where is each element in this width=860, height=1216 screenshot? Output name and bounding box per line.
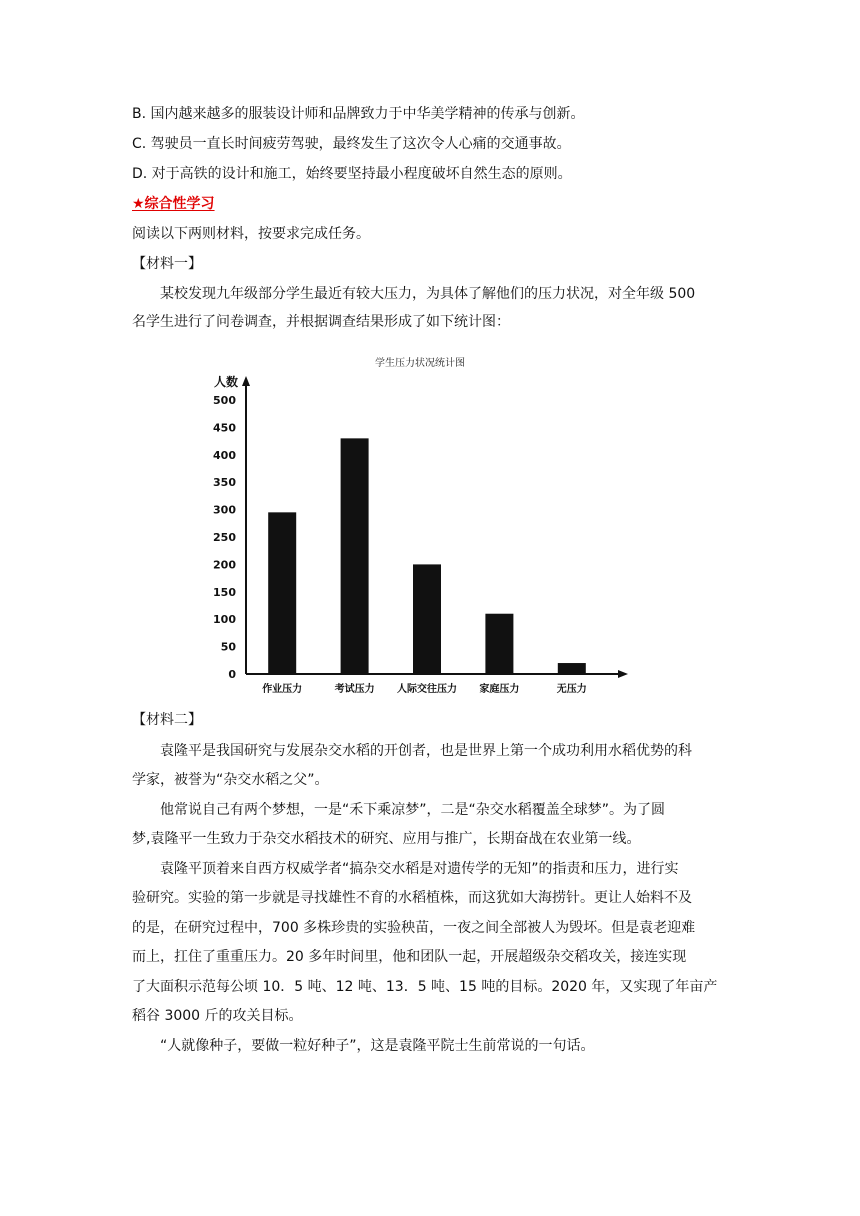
material2-line-6: 验研究。实验的第一步就是寻找雄性不育的水稻植株，而这犹如大海捞针。更让人始料不及 bbox=[132, 890, 692, 906]
material2-label: 【材料二】 bbox=[132, 712, 202, 728]
y-tick-label: 300 bbox=[213, 503, 236, 517]
x-tick-label: 考试压力 bbox=[334, 684, 375, 695]
material2-line-3: 他常说自己有两个梦想，一是“禾下乘凉梦”，二是“杂交水稻覆盖全球梦”。为了圆 bbox=[160, 802, 666, 818]
y-tick-label: 150 bbox=[213, 585, 236, 599]
option-d: D. 对于高铁的设计和施工，始终要坚持最小程度破坏自然生态的原则。 bbox=[132, 166, 572, 182]
y-axis-arrow bbox=[242, 376, 250, 386]
y-tick-label: 100 bbox=[213, 613, 236, 627]
material2-line-10: 稻谷 3000 斤的攻关目标。 bbox=[132, 1008, 303, 1024]
chart-svg bbox=[200, 348, 640, 700]
material2-line-5: 袁隆平顶着来自西方权威学者“搞杂交水稻是对遗传学的无知”的指责和压力，进行实 bbox=[160, 861, 679, 877]
material2-line-1: 袁隆平是我国研究与发展杂交水稻的开创者，也是世界上第一个成功利用水稻优势的科 bbox=[160, 743, 692, 759]
y-tick-label: 250 bbox=[213, 531, 236, 544]
x-tick-label: 人际交往压力 bbox=[397, 684, 457, 695]
material2-line-4: 梦,袁隆平一生致力于杂交水稻技术的研究、应用与推广，长期奋战在农业第一线。 bbox=[132, 831, 641, 847]
y-tick-label: 0 bbox=[228, 668, 236, 681]
material1-line-1: 某校发现九年级部分学生最近有较大压力，为具体了解他们的压力状况，对全年级 500 bbox=[160, 286, 696, 302]
y-tick-label: 200 bbox=[213, 558, 236, 572]
bar bbox=[268, 512, 296, 674]
material2-line-9: 了大面积示范每公顷 10．5 吨、12 吨、13．5 吨、15 吨的目标。2020 年，又实现了年亩产 bbox=[132, 979, 718, 995]
material1-label: 【材料一】 bbox=[132, 256, 202, 272]
y-tick-label: 450 bbox=[213, 421, 236, 435]
bar bbox=[413, 564, 441, 674]
option-c: C. 驾驶员一直长时间疲劳驾驶，最终发生了这次令人心痛的交通事故。 bbox=[132, 136, 571, 152]
section-instruction: 阅读以下两则材料，按要求完成任务。 bbox=[132, 226, 370, 242]
material2-line-7: 的是，在研究过程中，700 多株珍贵的实验秧苗，一夜之间全部被人为毁坏。但是袁老迎难 bbox=[132, 920, 696, 936]
x-tick-label: 家庭压力 bbox=[479, 684, 520, 695]
material2-line-2: 学家，被誉为“杂交水稻之父”。 bbox=[132, 772, 329, 788]
option-b: B. 国内越来越多的服装设计师和品牌致力于中华美学精神的传承与创新。 bbox=[132, 106, 585, 122]
bar bbox=[558, 663, 586, 674]
y-tick-label: 500 bbox=[213, 394, 236, 407]
y-tick-label: 350 bbox=[213, 476, 236, 490]
bar bbox=[485, 614, 513, 674]
x-tick-label: 作业压力 bbox=[262, 684, 303, 695]
x-axis-arrow bbox=[618, 670, 628, 678]
material2-line-11: “人就像种子，要做一粒好种子”，这是袁隆平院士生前常说的一句话。 bbox=[160, 1038, 595, 1054]
y-tick-label: 400 bbox=[213, 448, 236, 462]
bar bbox=[341, 438, 369, 674]
y-tick-label: 50 bbox=[220, 640, 236, 654]
bar-chart bbox=[200, 348, 640, 700]
x-tick-label: 无压力 bbox=[556, 684, 587, 695]
material2-line-8: 而上，扛住了重重压力。20 多年时间里，他和团队一起，开展超级杂交稻攻关，接连实现 bbox=[132, 949, 687, 965]
section-heading: ★综合性学习 bbox=[132, 196, 215, 212]
material1-line-2: 名学生进行了问卷调查，并根据调查结果形成了如下统计图： bbox=[132, 314, 510, 330]
chart-ylabel: 人数 bbox=[214, 375, 239, 389]
chart-title: 学生压力状况统计图 bbox=[375, 358, 465, 369]
